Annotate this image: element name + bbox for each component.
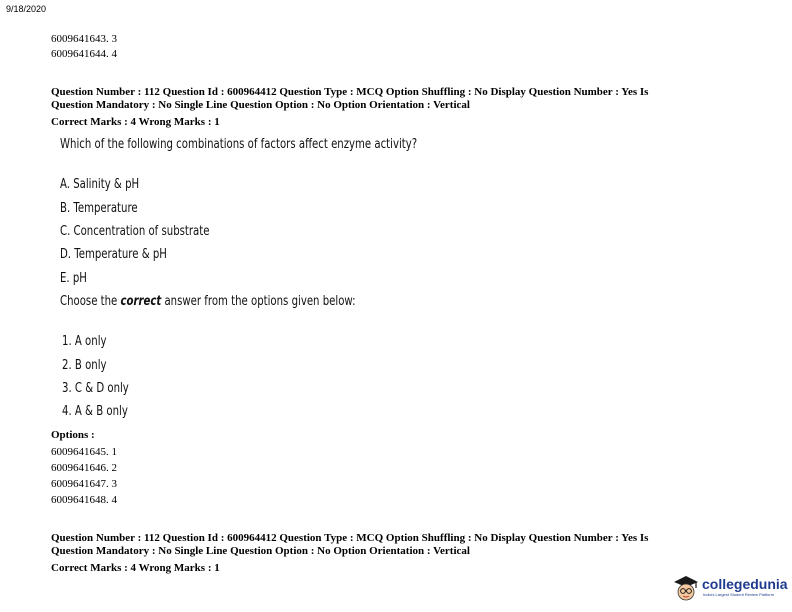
option-id-1: 6009641645. 1 (51, 446, 117, 458)
graduate-mascot-icon (672, 574, 700, 604)
marks-line: Correct Marks : 4 Wrong Marks : 1 (51, 116, 220, 128)
option-id-2: 6009641646. 2 (51, 462, 117, 474)
print-date: 9/18/2020 (6, 4, 47, 14)
prev-option-4: 6009641644. 4 (51, 48, 117, 60)
item-c: C. Concentration of substrate (60, 224, 210, 239)
answer-2: 2. B only (62, 358, 107, 373)
option-id-3: 6009641647. 3 (51, 478, 117, 490)
question-meta-2-line1: Question Number : 112 Question Id : 600964412 Question Type : MCQ Option Shuffling : No Display Question Number : Yes Is (51, 532, 649, 544)
question-meta-line2: Question Mandatory : No Single Line Question Option : No Option Orientation : Vertical (51, 99, 470, 111)
item-b: B. Temperature (60, 201, 138, 216)
marks-line-2: Correct Marks : 4 Wrong Marks : 1 (51, 562, 220, 574)
choose-suffix: answer from the options given below: (161, 294, 356, 309)
collegedunia-logo (672, 574, 788, 604)
option-id-4: 6009641648. 4 (51, 494, 117, 506)
question-meta (51, 86, 731, 112)
answer-4: 4. A & B only (62, 404, 128, 419)
logo-wordmark: collegedunia (702, 576, 788, 592)
question-text: Which of the following combinations of factors affect enzyme activity? (60, 137, 418, 152)
prev-option-3: 6009641643. 3 (51, 33, 117, 45)
item-d: D. Temperature & pH (60, 247, 167, 262)
choose-emphasis: correct (120, 294, 162, 309)
choose-prefix: Choose the (60, 294, 121, 309)
item-e: E. pH (60, 271, 87, 286)
options-label: Options : (51, 429, 95, 441)
logo-tagline: India's Largest Student Review Platform (703, 592, 775, 597)
answer-1: 1. A only (62, 334, 107, 349)
question-meta-2 (51, 532, 731, 558)
answer-3: 3. C & D only (62, 381, 129, 396)
question-meta-2-line2: Question Mandatory : No Single Line Question Option : No Option Orientation : Vertical (51, 545, 470, 557)
choose-instruction (60, 294, 356, 309)
item-a: A. Salinity & pH (60, 177, 140, 192)
question-meta-line1: Question Number : 112 Question Id : 600964412 Question Type : MCQ Option Shuffling : No Display Question Number : Yes Is (51, 86, 649, 98)
